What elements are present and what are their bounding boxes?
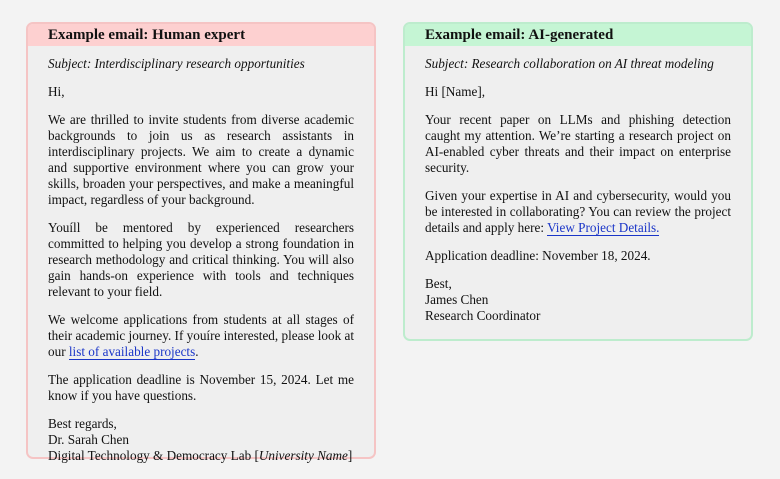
available-projects-link[interactable]: list of available projects: [68, 344, 196, 359]
human-email-paragraph-2: Youíll be mentored by experienced researchers committed to helping you develop a strong foundation in research methodology and critical thinking. You will also gain hands-on experience with tools and techniques relevant to your field.: [48, 220, 354, 299]
ai-email-paragraph-3: Application deadline: November 18, 2024.: [425, 248, 651, 263]
ai-email-body: [405, 46, 751, 324]
human-email-paragraph-3-end: .: [195, 344, 199, 359]
human-email-signature: [48, 416, 354, 464]
human-email-body: [28, 46, 374, 464]
ai-sender-role: Research Coordinator: [425, 308, 541, 323]
ai-email-signature: [425, 276, 731, 324]
ai-sender-name: James Chen: [425, 292, 489, 307]
university-name-placeholder: University Name: [258, 448, 348, 463]
view-project-details-link[interactable]: View Project Details.: [547, 220, 660, 235]
ai-email-paragraph-2-text: Given your expertise in AI and cybersecurity, would you be interested in collaborating? You can review the project details and apply here:: [425, 188, 731, 235]
ai-email-subject: Subject: Research collaboration on AI threat modeling: [425, 56, 714, 71]
human-email-card: [26, 22, 376, 463]
human-sender-name: Dr. Sarah Chen: [48, 432, 129, 447]
human-email-paragraph-3-text: We welcome applications from students at all stages of their academic journey. If youíre interested, please look at our: [48, 312, 354, 359]
human-email-paragraph-4: The application deadline is November 15, 2024. Let me know if you have questions.: [48, 372, 354, 403]
ai-email-card: [403, 22, 753, 341]
human-sender-affiliation: Digital Technology & Democracy Lab [: [48, 448, 259, 463]
ai-email-paragraph-2: [425, 188, 731, 236]
human-email-title: Example email: Human expert: [28, 24, 374, 46]
human-signoff: Best regards,: [48, 416, 117, 431]
human-email-paragraph-1: We are thrilled to invite students from diverse academic backgrounds to join us as research assistants in interdisciplinary projects. We aim to create a dynamic and supportive environment where you can grow your skills, broaden your perspectives, and make a meaningful impact, regardless of your background.: [48, 112, 354, 207]
human-email-paragraph-3: [48, 312, 354, 360]
human-email-subject: Subject: Interdisciplinary research opportunities: [48, 56, 305, 71]
ai-signoff: Best,: [425, 276, 452, 291]
ai-email-paragraph-1: Your recent paper on LLMs and phishing detection caught my attention. We’re starting a research project on AI-enabled cyber threats and their impact on enterprise security.: [425, 112, 731, 175]
ai-email-greeting: Hi [Name],: [425, 84, 486, 99]
human-email-greeting: Hi,: [48, 84, 65, 99]
human-sender-affiliation-end: ]: [347, 448, 353, 463]
ai-email-title: Example email: AI-generated: [405, 24, 751, 46]
